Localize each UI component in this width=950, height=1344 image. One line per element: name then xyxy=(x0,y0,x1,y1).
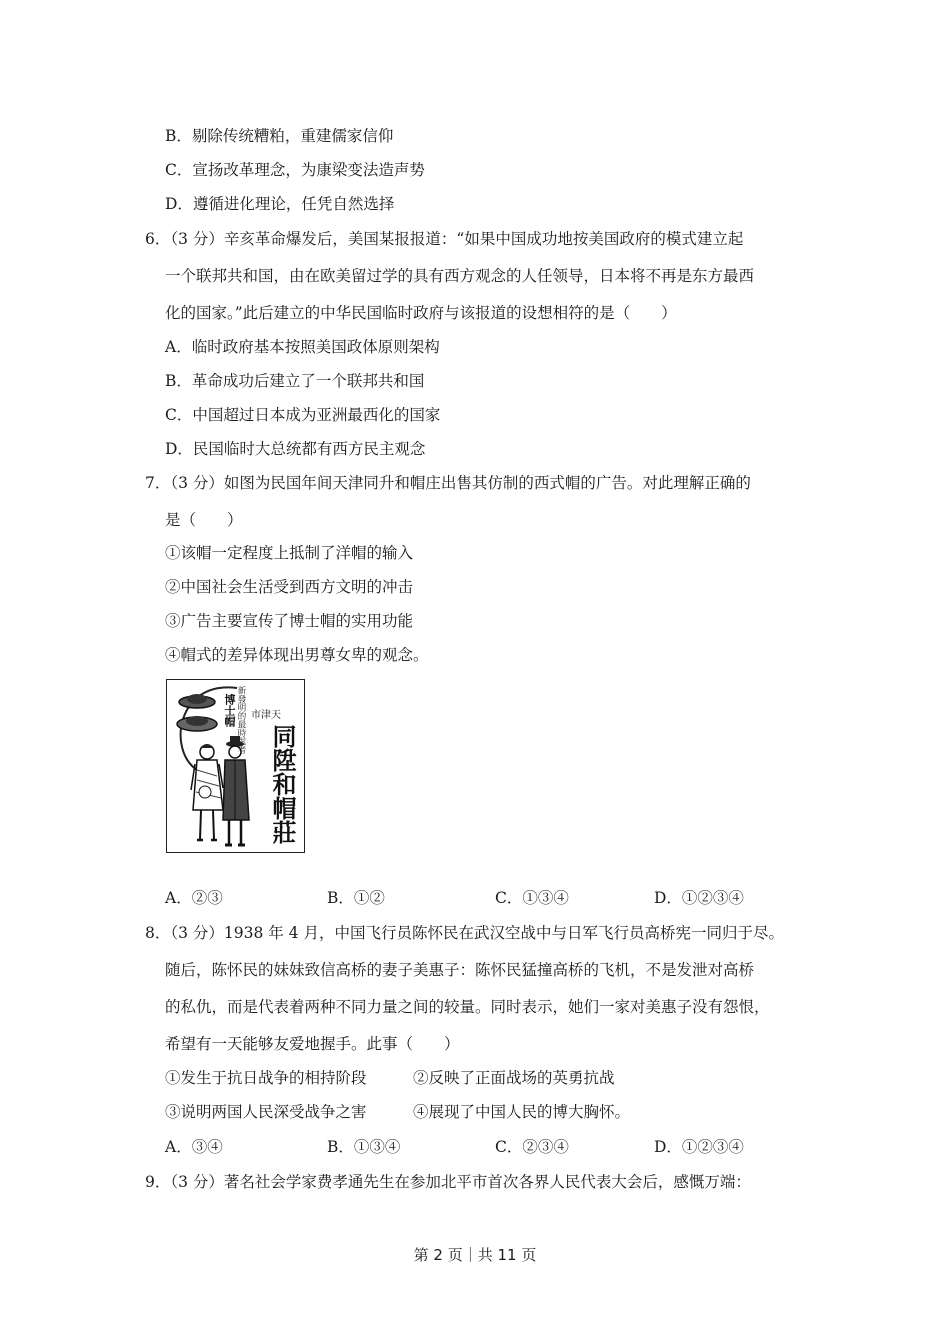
hat-icon-top xyxy=(179,694,215,708)
q5-option-d: D．遵循进化理论，任凭自然选择 xyxy=(165,195,395,213)
ad-product-text: 博士帽 xyxy=(223,694,236,727)
q8-option-d: D．①②③④ xyxy=(654,1138,744,1156)
q7-item-1: ①该帽一定程度上抵制了洋帽的输入 xyxy=(165,544,414,562)
q7-option-d: D．①②③④ xyxy=(654,889,744,907)
ad-shop-name: 同陞和帽莊 xyxy=(268,724,297,844)
q9-stem-line-1: 9．（3 分）著名社会学家费孝通先生在参加北平市首次各界人民代表大会后，感慨万端： xyxy=(145,1173,751,1191)
q7-option-a: A．②③ xyxy=(165,889,223,907)
hat-advertisement-figure xyxy=(166,679,305,853)
q5-option-b: B．剔除传统糟粕，重建儒家信仰 xyxy=(165,127,394,145)
q8-option-c: C．②③④ xyxy=(495,1138,569,1156)
q7-item-3: ③广告主要宣传了博士帽的实用功能 xyxy=(165,612,414,630)
q6-option-a: A．临时政府基本按照美国政体原则架构 xyxy=(165,338,440,356)
q7-item-4: ④帽式的差异体现出男尊女卑的观念。 xyxy=(165,646,429,664)
page-footer: 第 2 页｜共 11 页 xyxy=(413,1246,537,1264)
q8-stem-line-1: 8．（3 分）1938 年 4 月，中国飞行员陈怀民在武汉空战中与日军飞行员高桥宪一同归于尽。 xyxy=(145,924,784,942)
q8-stem-line-2: 随后，陈怀民的妹妹致信高桥的妻子美惠子：陈怀民猛撞高桥的飞机，不是发泄对高桥 xyxy=(165,961,755,979)
ad-city-text: 市津天 xyxy=(251,710,281,721)
q6-option-d: D．民国临时大总统都有西方民主观念 xyxy=(165,440,426,458)
q8-stem-line-4: 希望有一天能够友爱地握手。此事（ ） xyxy=(165,1035,460,1053)
woman-figure xyxy=(191,744,223,840)
q7-item-2: ②中国社会生活受到西方文明的冲击 xyxy=(165,578,414,596)
q6-stem-line-2: 一个联邦共和国，由在欧美留过学的具有西方观念的人任领导，日本将不再是东方最西 xyxy=(165,267,755,285)
q8-stem-line-3: 的私仇，而是代表着两种不同力量之间的较量。同时表示，她们一家对美惠子没有怨恨， xyxy=(165,998,770,1016)
q6-stem-line-3: 化的国家。”此后建立的中华民国临时政府与该报道的设想相符的是（ ） xyxy=(165,304,677,322)
q6-option-c: C．中国超过日本成为亚洲最西化的国家 xyxy=(165,406,441,424)
q6-stem-line-1: 6．（3 分）辛亥革命爆发后，美国某报报道：“如果中国成功地按美国政府的模式建立起 xyxy=(145,230,744,248)
q8-option-a: A．③④ xyxy=(165,1138,223,1156)
q7-option-b: B．①② xyxy=(327,889,385,907)
q8-item-1: ①发生于抗日战争的相持阶段 xyxy=(165,1069,367,1087)
ad-slogan-text: 新發明的最時髦者 xyxy=(236,686,246,754)
q8-item-4: ④展现了中国人民的博大胸怀。 xyxy=(413,1103,631,1121)
q6-option-b: B．革命成功后建立了一个联邦共和国 xyxy=(165,372,425,390)
q5-option-c: C．宣扬改革理念，为康梁变法造声势 xyxy=(165,161,425,179)
hat-icon-bottom xyxy=(177,716,217,731)
q7-stem-line-1: 7．（3 分）如图为民国年间天津同升和帽庄出售其仿制的西式帽的广告。对此理解正确的 xyxy=(145,474,751,492)
q8-option-b: B．①③④ xyxy=(327,1138,401,1156)
q8-item-2: ②反映了正面战场的英勇抗战 xyxy=(413,1069,615,1087)
q8-item-3: ③说明两国人民深受战争之害 xyxy=(165,1103,367,1121)
q7-stem-line-2: 是（ ） xyxy=(165,511,243,529)
q7-option-c: C．①③④ xyxy=(495,889,569,907)
